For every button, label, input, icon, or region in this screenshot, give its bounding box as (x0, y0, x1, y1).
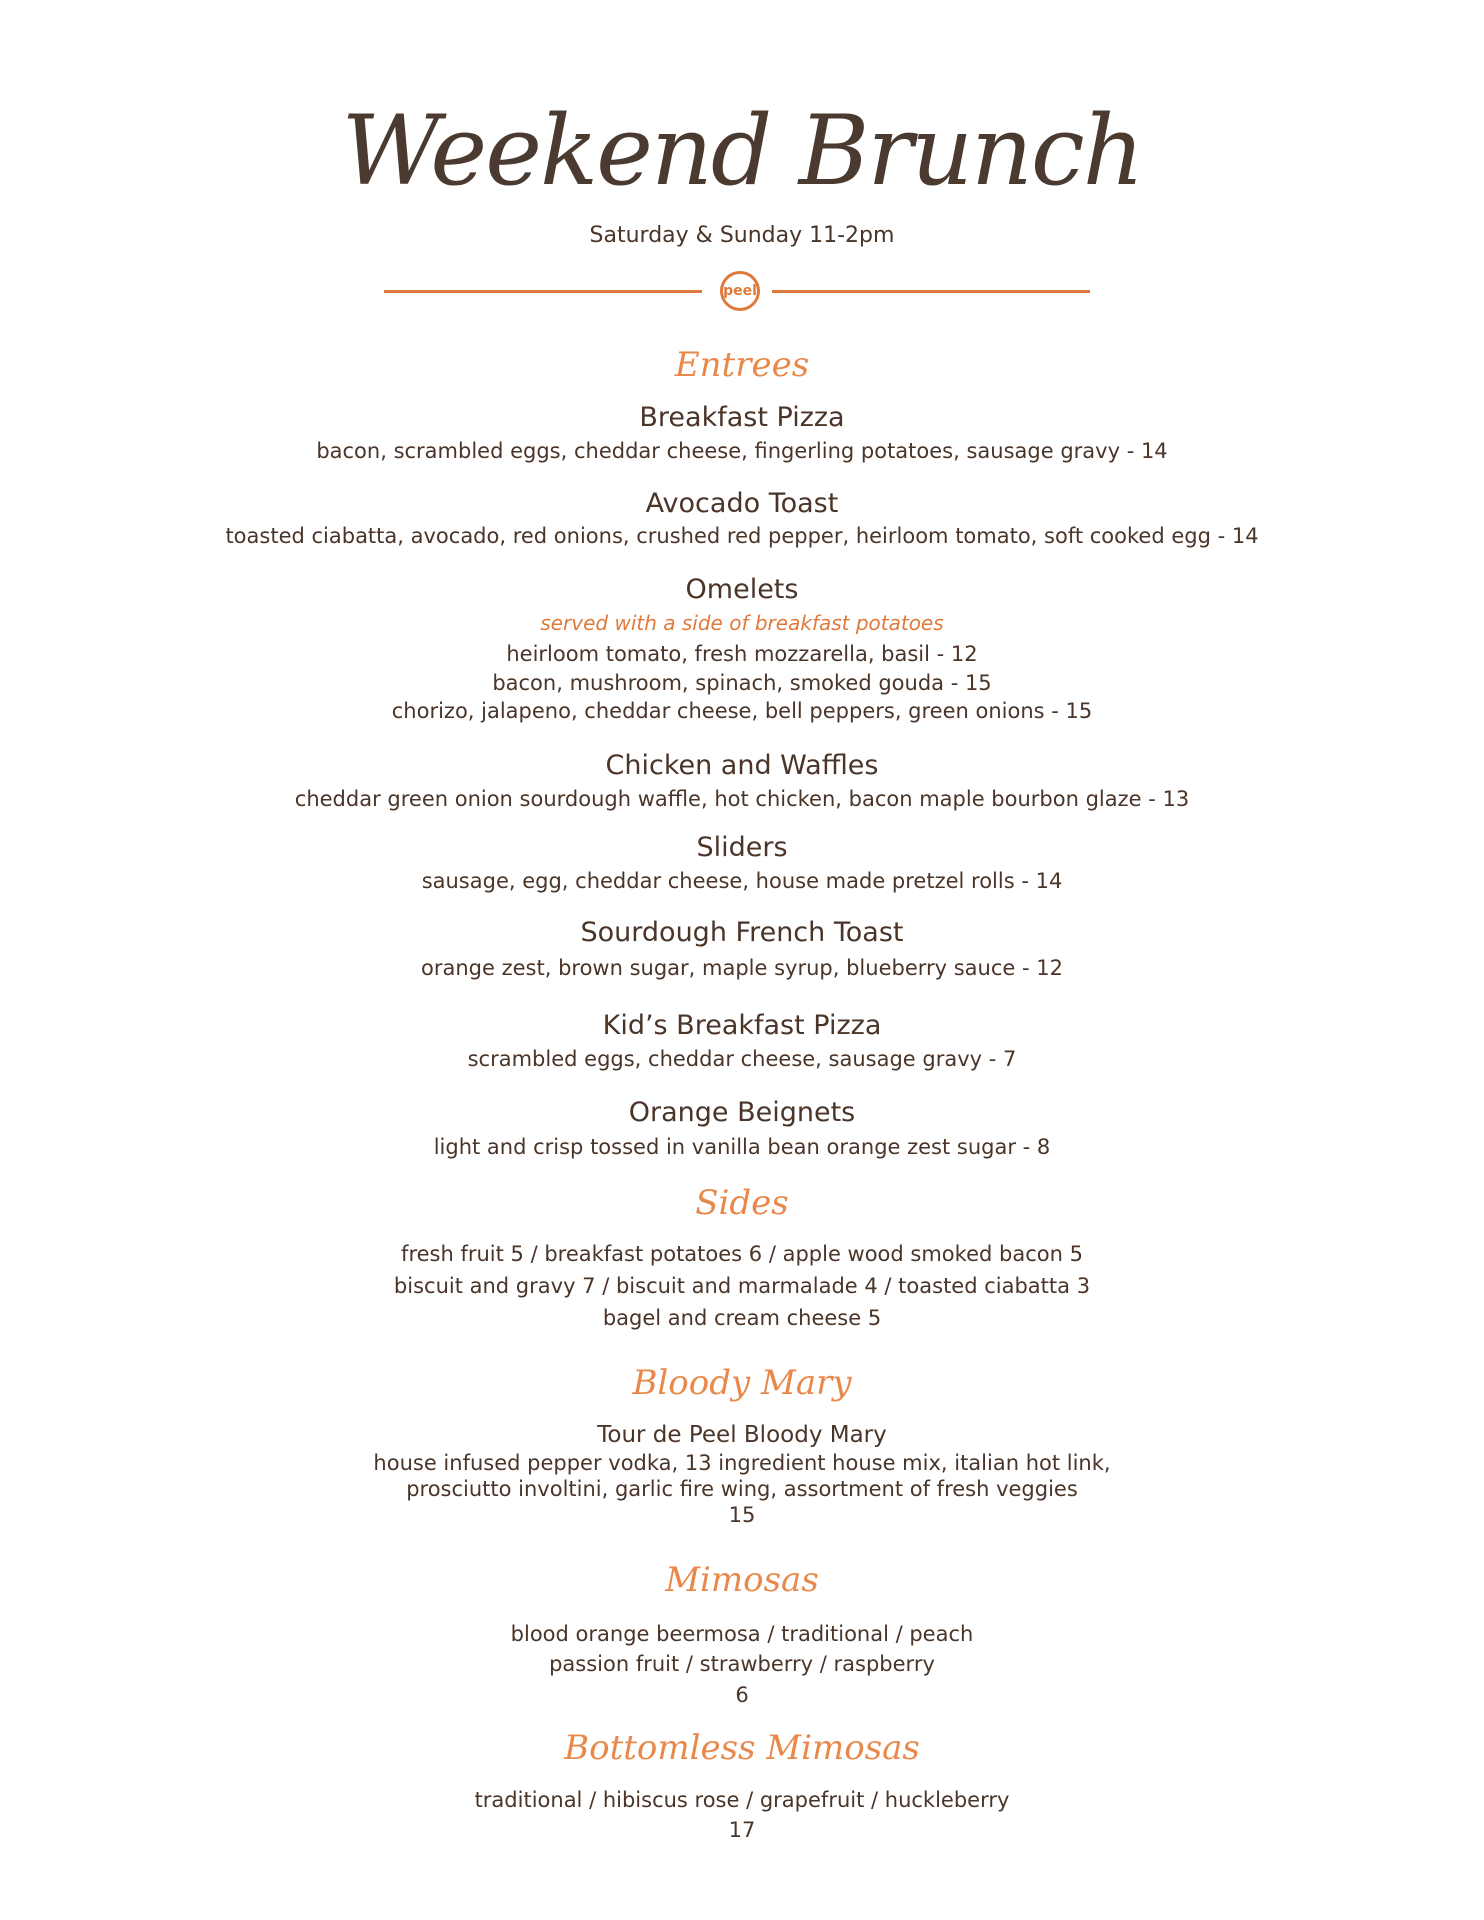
sides-line: fresh fruit 5 / breakfast potatoes 6 / apple wood smoked bacon 5 (401, 1242, 1083, 1266)
mimosa-line: blood orange beermosa / traditional / peach (510, 1622, 974, 1646)
mimosa-line: passion fruit / strawberry / raspberry (549, 1652, 935, 1676)
drink-description: prosciutto involtini, garlic fire wing, assortment of fresh veggies (406, 1477, 1078, 1501)
item-description: heirloom tomato, fresh mozzarella, basil - 12 (506, 642, 978, 666)
peel-logo (720, 271, 760, 311)
page-title: Weekend Brunch (341, 95, 1143, 207)
section-heading-mimosas: Mimosas (665, 1560, 819, 1600)
item-name: Breakfast Pizza (639, 402, 845, 433)
item-name: Sourdough French Toast (580, 917, 904, 948)
logo-text: peel (723, 283, 757, 299)
mimosa-price: 6 (735, 1683, 749, 1707)
divider-left (384, 290, 702, 293)
drink-name: Tour de Peel Bloody Mary (597, 1422, 887, 1448)
item-name: Orange Beignets (628, 1097, 856, 1128)
item-name: Kid’s Breakfast Pizza (602, 1010, 882, 1041)
section-heading-bottomless-mimosas: Bottomless Mimosas (564, 1728, 920, 1768)
item-description: orange zest, brown sugar, maple syrup, blueberry sauce - 12 (421, 956, 1063, 980)
drink-description: house infused pepper vodka, 13 ingredient house mix, italian hot link, (373, 1451, 1111, 1475)
section-heading-bloody-mary: Bloody Mary (632, 1363, 852, 1403)
section-heading-entrees: Entrees (674, 345, 810, 385)
item-name: Chicken and Waffles (605, 750, 879, 781)
section-heading-sides: Sides (695, 1183, 789, 1223)
item-name: Avocado Toast (645, 488, 839, 519)
item-description: bacon, mushroom, spinach, smoked gouda - 15 (492, 671, 992, 695)
item-description: toasted ciabatta, avocado, red onions, crushed red pepper, heirloom tomato, soft cooked egg - 14 (225, 524, 1259, 548)
item-description: bacon, scrambled eggs, cheddar cheese, fingerling potatoes, sausage gravy - 14 (316, 439, 1168, 463)
sides-line: bagel and cream cheese 5 (602, 1306, 882, 1330)
item-description: cheddar green onion sourdough waffle, hot chicken, bacon maple bourbon glaze - 13 (294, 787, 1190, 811)
item-name: Sliders (696, 832, 788, 863)
item-description: scrambled eggs, cheddar cheese, sausage gravy - 7 (467, 1047, 1017, 1071)
item-description: light and crisp tossed in vanilla bean orange zest sugar - 8 (433, 1135, 1051, 1159)
drink-price: 15 (728, 1503, 756, 1527)
item-name: Omelets (685, 574, 799, 605)
hours-text: Saturday & Sunday 11-2pm (589, 223, 895, 248)
item-description: chorizo, jalapeno, cheddar cheese, bell peppers, green onions - 15 (391, 699, 1093, 723)
divider-right (772, 290, 1090, 293)
bottomless-price: 17 (728, 1818, 756, 1842)
sides-line: biscuit and gravy 7 / biscuit and marmalade 4 / toasted ciabatta 3 (393, 1274, 1091, 1298)
bottomless-line: traditional / hibiscus rose / grapefruit / huckleberry (474, 1788, 1010, 1812)
item-description: sausage, egg, cheddar cheese, house made pretzel rolls - 14 (421, 869, 1063, 893)
item-note: served with a side of breakfast potatoes (540, 611, 944, 635)
